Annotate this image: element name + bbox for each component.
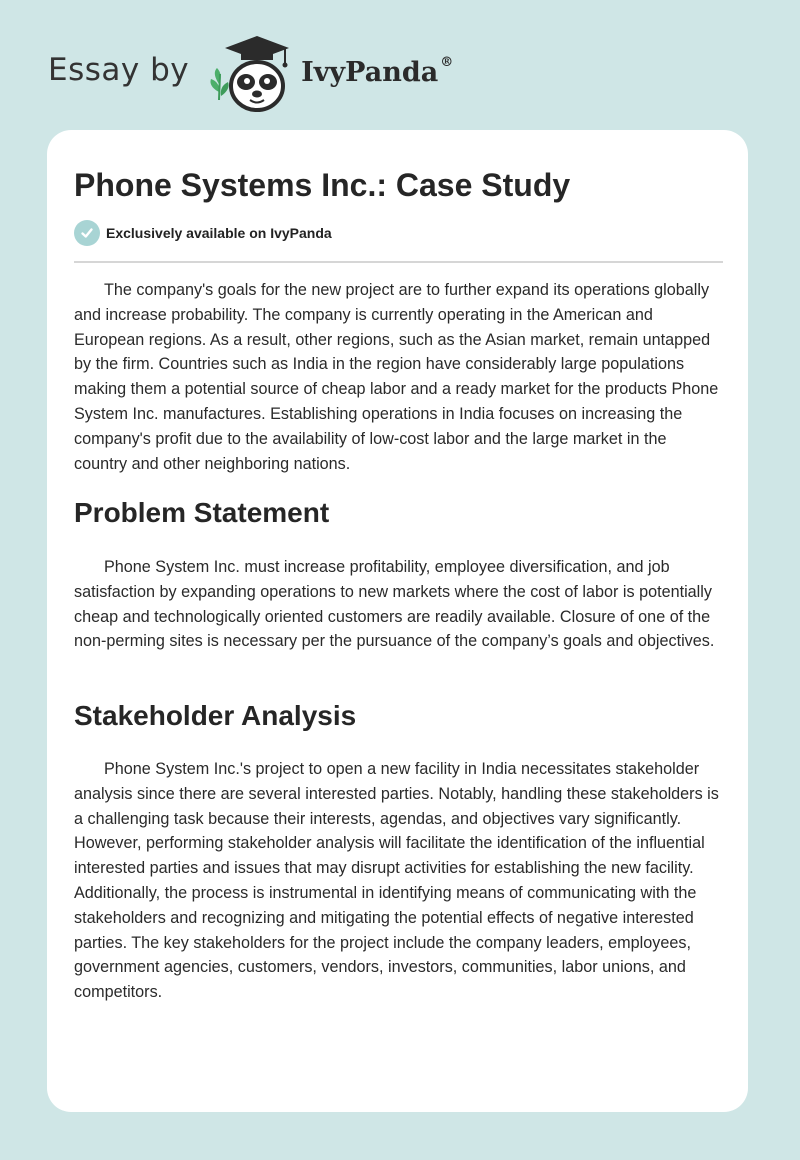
essay-by-label: Essay by [48, 52, 190, 88]
exclusive-badge-label: Exclusively available on IvyPanda [106, 225, 332, 241]
page-title: Phone Systems Inc.: Case Study [74, 167, 571, 203]
leaf-icon [211, 68, 229, 100]
stakeholder-analysis-body [74, 757, 723, 1005]
section-heading: Problem Statement [74, 497, 330, 528]
registered-mark: ® [440, 54, 454, 70]
essay-card [47, 130, 748, 1112]
intro-paragraph: The company's goals for the new project are to further expand its operations globally and increase probability. The company is currently operating in the American and European regions. As a result, other regions, such as the Asian market, remain untapped by the firm. Countries such as India in the region have considerably large populations making them a potential source of cheap labor and a ready market for the products Phone System Inc. manufactures. Establishing operations in India focuses on increasing the company's profit due to the availability of low-cost labor and the large market in the country and other neighboring nations. [74, 281, 719, 473]
problem-statement-section [74, 496, 723, 530]
site-header [48, 34, 453, 114]
section-paragraph: Phone System Inc. must increase profitability, employee diversification, and job satisfaction by expanding operations to new markets where the cost of labor is potentially cheap and technologically oriented customers are readily available. Closure of one of the non-perming sites is necessary per the pursuance of the company’s goals and objectives. [74, 558, 715, 651]
section-heading: Stakeholder Analysis [74, 700, 357, 731]
divider [74, 261, 723, 263]
exclusive-badge [74, 220, 332, 246]
check-icon [74, 220, 100, 246]
section-paragraph: Phone System Inc.'s project to open a new facility in India necessitates stakeholder analysis since there are several interested parties. Notably, handling these stakeholders is a challenging task because their interests, agendas, and objectives vary significantly. However, performing stakeholder analysis will facilitate the identification of the influential interested parties and issues that may disrupt activities for establishing the new facility. Additionally, the process is instrumental in identifying means of communicating with the stakeholders and recognizing and mitigating the potential effects of negative interested parties. The key stakeholders for the project include the company leaders, employees, government agencies, customers, vendors, investors, communities, labor unions, and competitors. [74, 760, 719, 1002]
problem-statement-body [74, 555, 723, 654]
brand-name[interactable]: IvyPanda ® [301, 54, 454, 88]
intro-section [74, 278, 723, 476]
stakeholder-analysis-section [74, 699, 723, 733]
panda-logo-icon[interactable] [205, 34, 297, 114]
